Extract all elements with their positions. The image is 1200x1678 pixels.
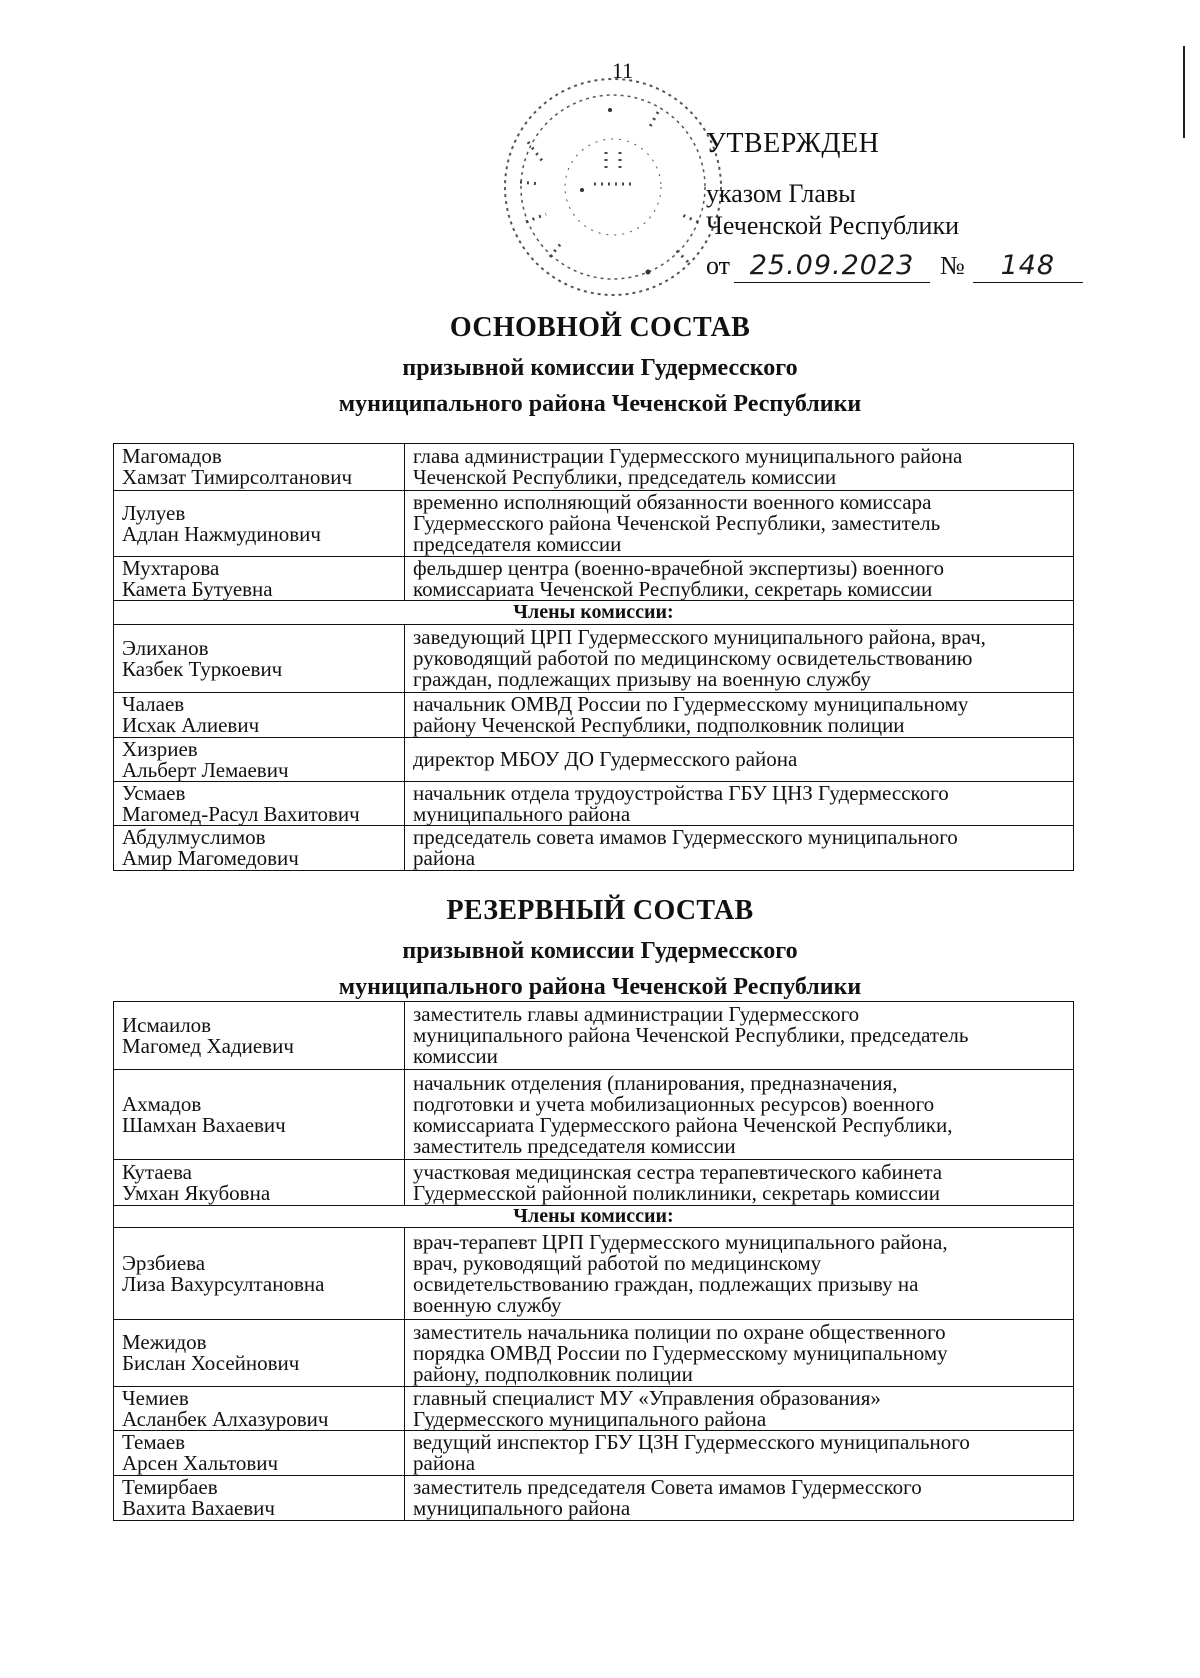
role-line: освидетельствованию граждан, подлежащих призыву на <box>413 1271 919 1296</box>
role-line: граждан, подлежащих призыву на военную службу <box>413 667 871 691</box>
role-line: муниципального района <box>413 1496 631 1520</box>
approval-block <box>706 128 1083 283</box>
person-surname: Усмаев <box>122 780 186 805</box>
main-composition-subtitle-2: муниципального района Чеченской Республики <box>338 391 862 417</box>
person-name-cell <box>114 491 405 557</box>
role-line: главный специалист МУ «Управления образования» <box>413 1385 881 1410</box>
person-role-cell <box>405 693 1074 738</box>
approval-decree-line: указом Главы <box>706 179 856 208</box>
leader-row <box>114 1070 1074 1160</box>
person-role-cell <box>405 625 1074 693</box>
person-name-cell <box>114 1070 405 1160</box>
role-line: глава администрации Гудермесского муниципального района <box>413 444 963 468</box>
members-section-label: Члены комиссии: <box>114 601 1074 625</box>
person-role-cell <box>405 1002 1074 1070</box>
member-row <box>114 1431 1074 1476</box>
page-number: 11 <box>612 58 634 83</box>
role-line: муниципального района Чеченской Республики, председатель <box>413 1023 969 1047</box>
role-line: Чеченской Республики, председатель комиссии <box>413 465 837 489</box>
person-given-names: Амир Магомедович <box>122 846 299 870</box>
person-name-cell <box>114 1320 405 1387</box>
person-surname: Магомадов <box>122 444 222 468</box>
role-line: заместитель главы администрации Гудермесского <box>413 1002 860 1026</box>
person-given-names: Асланбек Алхазурович <box>122 1406 329 1431</box>
person-surname: Мухтарова <box>122 555 220 580</box>
main-composition-title: ОСНОВНОЙ СОСТАВ <box>449 312 751 343</box>
person-name-cell <box>114 625 405 693</box>
person-given-names: Вахита Вахаевич <box>122 1496 275 1520</box>
role-line: подготовки и учета мобилизационных ресурсов) военного <box>413 1091 935 1116</box>
member-row <box>114 1476 1074 1521</box>
members-section-row <box>114 1206 1074 1228</box>
member-row <box>114 1228 1074 1320</box>
approval-title: УТВЕРЖДЕН <box>706 128 880 159</box>
member-row <box>114 1320 1074 1387</box>
reserve-composition-title: РЕЗЕРВНЫЙ СОСТАВ <box>446 895 754 926</box>
person-given-names: Бислан Хосейнович <box>122 1351 300 1375</box>
number-prefix: № <box>940 251 965 280</box>
role-line: заведующий ЦРП Гудермесского муниципального района, врач, <box>413 625 986 649</box>
person-given-names: Альберт Лемаевич <box>122 757 289 782</box>
person-role-cell <box>405 1320 1074 1387</box>
person-role-cell <box>405 557 1074 601</box>
person-given-names: Казбек Туркоевич <box>122 656 283 681</box>
person-role-cell <box>405 738 1074 782</box>
person-surname: Темаев <box>122 1430 186 1454</box>
person-name-cell <box>114 1431 405 1476</box>
role-line: фельдшер центра (военно-врачебной экспертизы) военного <box>413 555 944 580</box>
member-row <box>114 1387 1074 1431</box>
leader-row <box>114 557 1074 601</box>
person-role-cell <box>405 1476 1074 1521</box>
role-line: врач-терапевт ЦРП Гудермесского муниципального района, <box>413 1229 948 1254</box>
person-given-names: Умхан Якубовна <box>122 1180 271 1205</box>
person-name-cell <box>114 444 405 491</box>
person-name-cell <box>114 1160 405 1206</box>
person-given-names: Магомед-Расул Вахитович <box>122 801 360 826</box>
role-line: района <box>413 1451 476 1475</box>
person-role-cell <box>405 782 1074 826</box>
approval-date-row <box>706 250 1083 283</box>
person-given-names: Исхак Алиевич <box>122 713 260 737</box>
reserve-composition-subtitle-2: муниципального района Чеченской Республики <box>338 974 862 1000</box>
person-surname: Ахмадов <box>122 1091 202 1116</box>
main-composition-subtitle-1: призывной комиссии Гудермесского <box>402 355 798 381</box>
person-name-cell <box>114 693 405 738</box>
person-surname: Исмаилов <box>122 1012 212 1037</box>
person-surname: Темирбаев <box>122 1475 218 1499</box>
role-line: району Чеченской Республики, подполковник полиции <box>413 713 905 737</box>
person-name-cell <box>114 557 405 601</box>
role-line: муниципального района <box>413 801 631 826</box>
role-line: Гудермесского муниципального района <box>413 1406 767 1431</box>
role-line: комиссии <box>413 1044 498 1068</box>
official-seal-icon <box>498 72 731 302</box>
role-line: председателя комиссии <box>413 532 622 556</box>
person-name-cell <box>114 1002 405 1070</box>
person-name-cell <box>114 826 405 871</box>
person-given-names: Хамзат Тимирсолтанович <box>122 465 353 489</box>
main-composition-heading <box>0 312 1200 416</box>
person-given-names: Адлан Нажмудинович <box>122 521 321 546</box>
member-row <box>114 738 1074 782</box>
approval-authority-line: Чеченской Республики <box>706 211 960 240</box>
person-given-names: Лиза Вахурсултановна <box>122 1271 325 1296</box>
person-name-cell <box>114 782 405 826</box>
leader-row <box>114 1002 1074 1070</box>
leader-row <box>114 1160 1074 1206</box>
role-line: начальник отдела трудоустройства ГБУ ЦНЗ Гудермесского <box>413 780 949 805</box>
member-row <box>114 693 1074 738</box>
person-surname: Элиханов <box>122 635 209 660</box>
person-surname: Кутаева <box>122 1159 192 1184</box>
person-given-names: Шамхан Вахаевич <box>122 1112 286 1137</box>
role-line: района <box>413 846 476 870</box>
person-given-names: Арсен Хальтович <box>122 1451 279 1475</box>
member-row <box>114 782 1074 826</box>
role-line: председатель совета имамов Гудермесского муниципального <box>413 825 958 849</box>
person-given-names: Магомед Хадиевич <box>122 1033 294 1058</box>
role-line: директор МБОУ ДО Гудермесского района <box>413 747 798 771</box>
role-line: комиссариата Гудермесского района Чеченской Республики, <box>413 1112 953 1137</box>
main-composition-table <box>113 443 1074 871</box>
person-name-cell <box>114 738 405 782</box>
decree-date: 25.09.2023 <box>734 250 930 283</box>
person-surname: Хизриев <box>122 736 198 761</box>
person-role-cell <box>405 826 1074 871</box>
person-name-cell <box>114 1228 405 1320</box>
person-surname: Чалаев <box>122 692 185 716</box>
member-row <box>114 826 1074 871</box>
leader-row <box>114 491 1074 557</box>
decree-number: 148 <box>973 250 1083 283</box>
role-line: району, подполковник полиции <box>413 1361 693 1386</box>
person-role-cell <box>405 1160 1074 1206</box>
margin-mark <box>1183 46 1185 138</box>
person-surname: Абдулмуслимов <box>122 825 266 849</box>
person-role-cell <box>405 1070 1074 1160</box>
role-line: ведущий инспектор ГБУ ЦЗН Гудермесского муниципального <box>413 1430 970 1454</box>
role-line: Гудермесского района Чеченской Республики, заместитель <box>413 511 941 535</box>
person-role-cell <box>405 1228 1074 1320</box>
person-role-cell <box>405 491 1074 557</box>
person-role-cell <box>405 1387 1074 1431</box>
role-line: военную службу <box>413 1292 562 1317</box>
reserve-composition-subtitle-1: призывной комиссии Гудермесского <box>402 938 798 964</box>
person-surname: Эрзбиева <box>122 1250 206 1275</box>
role-line: начальник отделения (планирования, предназначения, <box>413 1070 898 1095</box>
member-row <box>114 625 1074 693</box>
members-section-row <box>114 601 1074 625</box>
members-section-label: Члены комиссии: <box>114 1206 1074 1228</box>
person-surname: Межидов <box>122 1330 207 1354</box>
role-line: временно исполняющий обязанности военного комиссара <box>413 490 932 514</box>
person-name-cell <box>114 1476 405 1521</box>
role-line: комиссариата Чеченской Республики, секретарь комиссии <box>413 576 933 601</box>
person-surname: Лулуев <box>122 500 186 525</box>
reserve-composition-table <box>113 1001 1074 1521</box>
role-line: порядка ОМВД России по Гудермесскому муниципальному <box>413 1340 948 1365</box>
date-prefix: от <box>706 251 731 280</box>
role-line: участковая медицинская сестра терапевтического кабинета <box>413 1159 943 1184</box>
reserve-composition-heading <box>0 895 1200 999</box>
role-line: врач, руководящий работой по медицинскому <box>413 1250 822 1275</box>
person-given-names: Камета Бутуевна <box>122 576 273 601</box>
role-line: заместитель председателя комиссии <box>413 1133 736 1158</box>
person-surname: Чемиев <box>122 1385 189 1410</box>
person-role-cell <box>405 444 1074 491</box>
role-line: руководящий работой по медицинскому освидетельствованию <box>413 646 973 670</box>
leader-row <box>114 444 1074 491</box>
person-role-cell <box>405 1431 1074 1476</box>
role-line: начальник ОМВД России по Гудермесскому муниципальному <box>413 692 969 716</box>
person-name-cell <box>114 1387 405 1431</box>
role-line: заместитель председателя Совета имамов Гудермесского <box>413 1475 922 1499</box>
role-line: заместитель начальника полиции по охране общественного <box>413 1319 946 1344</box>
role-line: Гудермесской районной поликлиники, секретарь комиссии <box>413 1180 941 1205</box>
